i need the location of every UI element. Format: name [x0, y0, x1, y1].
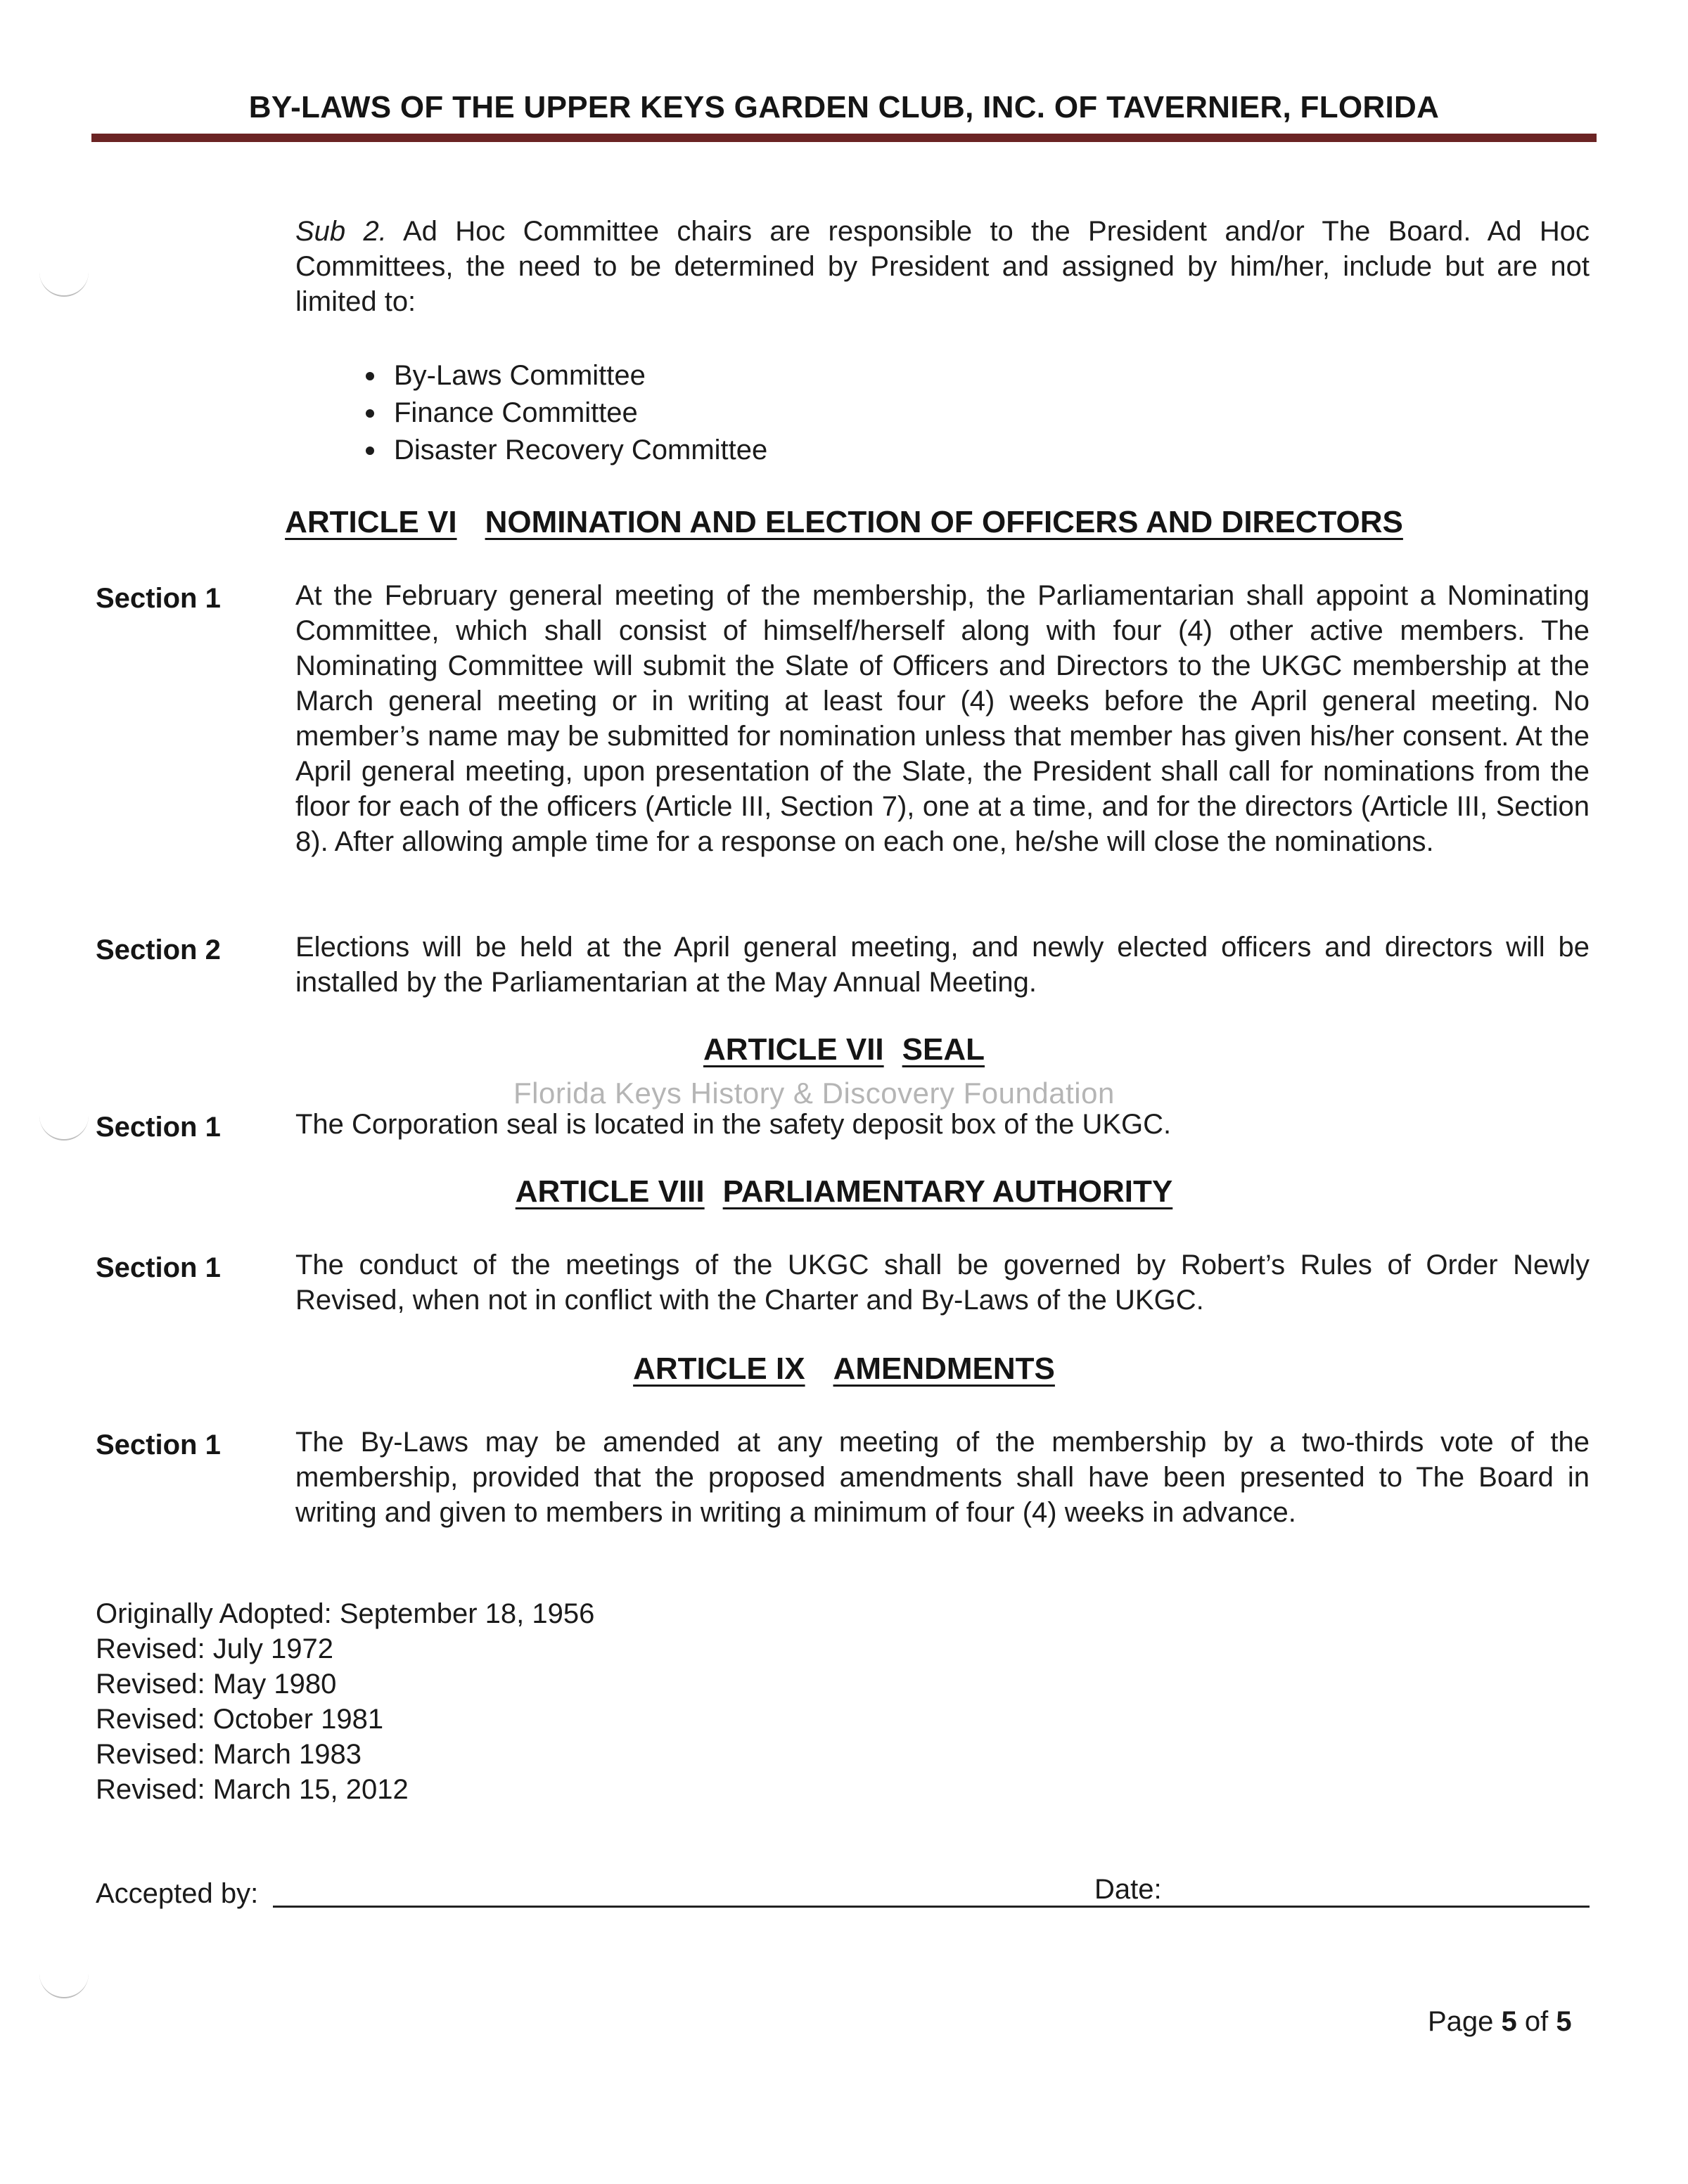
document-title: BY-LAWS OF THE UPPER KEYS GARDEN CLUB, INC. OF TAVERNIER, FLORIDA: [248, 90, 1440, 124]
article-title: PARLIAMENTARY AUTHORITY: [722, 1174, 1173, 1209]
bullet-icon: [366, 447, 374, 455]
bullet-icon: [366, 372, 374, 380]
article-vii-section-1-label: Section 1: [96, 1112, 221, 1143]
page-current: 5: [1501, 2006, 1517, 2037]
list-item: By-Laws Committee: [366, 357, 767, 394]
revision-line: Revised: March 15, 2012: [96, 1774, 409, 1805]
title-rule: [91, 134, 1597, 142]
revision-line: Originally Adopted: September 18, 1956: [96, 1598, 595, 1629]
article-vi-section-2-text: Elections will be held at the April general meeting, and newly elected officers and directors will be installed by the Parliamentarian at the May Annual Meeting.: [295, 932, 1590, 998]
sub2-lead: Sub 2.: [295, 216, 387, 247]
revision-line: Revised: October 1981: [96, 1704, 384, 1735]
accepted-by-signature-line[interactable]: [273, 1906, 1187, 1908]
article-vii-heading: [91, 1031, 1597, 1069]
sub2-paragraph: [295, 214, 1590, 319]
article-vi-section-1-text: At the February general meeting of the membership, the Parliamentarian shall appoint a Nominating Committee, which shall consist of himself/herself along with four (4) other active members. The Nominating Committee will submit the Slate of Officers and Directors to the UKGC membership at the March general meeting or in writing at least four (4) weeks before the April general meeting. No member’s name may be submitted for nomination unless that member has given his/her consent. At the April general meeting, upon presentation of the Slate, the President shall call for nominations from the floor for each of the officers (Article III, Section 7), one at a time, and for the directors (Article III, Section 8). After allowing ample time for a response on each one, he/she will close the nominations.: [295, 580, 1590, 857]
punch-hole-mark: [39, 267, 89, 297]
article-number: ARTICLE IX: [633, 1351, 805, 1386]
ad-hoc-committee-list: [366, 357, 767, 469]
bullet-icon: [366, 409, 374, 418]
page-total: 5: [1556, 2006, 1572, 2037]
list-item: Finance Committee: [366, 394, 767, 432]
article-title: AMENDMENTS: [833, 1351, 1055, 1386]
article-number: ARTICLE VI: [285, 505, 457, 539]
article-number: ARTICLE VII: [703, 1032, 884, 1067]
article-viii-heading: [91, 1173, 1597, 1211]
article-viii-section-1-text: The conduct of the meetings of the UKGC shall be governed by Robert’s Rules of Order Newly Revised, when not in conflict with the Charter and By-Laws of the UKGC.: [295, 1250, 1590, 1316]
article-ix-heading: [91, 1350, 1597, 1388]
punch-hole-mark: [39, 1111, 89, 1141]
article-title: NOMINATION AND ELECTION OF OFFICERS AND DIRECTORS: [485, 505, 1403, 539]
article-ix-section-1-label: Section 1: [96, 1430, 221, 1460]
article-title: SEAL: [902, 1032, 985, 1067]
article-ix-section-1-text: The By-Laws may be amended at any meeting of the membership by a two-thirds vote of the membership, provided that the proposed amendments shall have been presented to The Board in writing and given to members in writing a minimum of four (4) weeks in advance.: [295, 1427, 1590, 1528]
acceptance-row: [96, 1876, 1590, 1918]
revision-line: Revised: May 1980: [96, 1669, 337, 1700]
revision-line: Revised: March 1983: [96, 1739, 362, 1770]
article-number: ARTICLE VIII: [515, 1174, 705, 1209]
article-vi-heading: [91, 503, 1597, 541]
revision-history: [96, 1596, 594, 1807]
article-vi-section-2-label: Section 2: [96, 934, 221, 965]
article-viii-section-1-label: Section 1: [96, 1252, 221, 1283]
article-vii-section-1-text: The Corporation seal is located in the safety deposit box of the UKGC.: [295, 1109, 1172, 1140]
date-signature-line[interactable]: [1165, 1906, 1590, 1908]
accepted-by-label: Accepted by:: [96, 1878, 259, 1909]
watermark-text: Florida Keys History & Discovery Foundation: [513, 1077, 1115, 1110]
sub2-text: Ad Hoc Committee chairs are responsible to the President and/or The Board. Ad Hoc Committees, the need to be determined by President and assigned by him/her, include but are not limited to:: [295, 216, 1590, 317]
date-label: Date:: [1094, 1874, 1162, 1905]
page-number: Page 5 of 5: [1428, 2006, 1572, 2037]
punch-hole-mark: [39, 1969, 89, 1998]
list-item: Disaster Recovery Committee: [366, 432, 767, 469]
revision-line: Revised: July 1972: [96, 1633, 333, 1664]
article-vi-section-1-label: Section 1: [96, 583, 221, 614]
